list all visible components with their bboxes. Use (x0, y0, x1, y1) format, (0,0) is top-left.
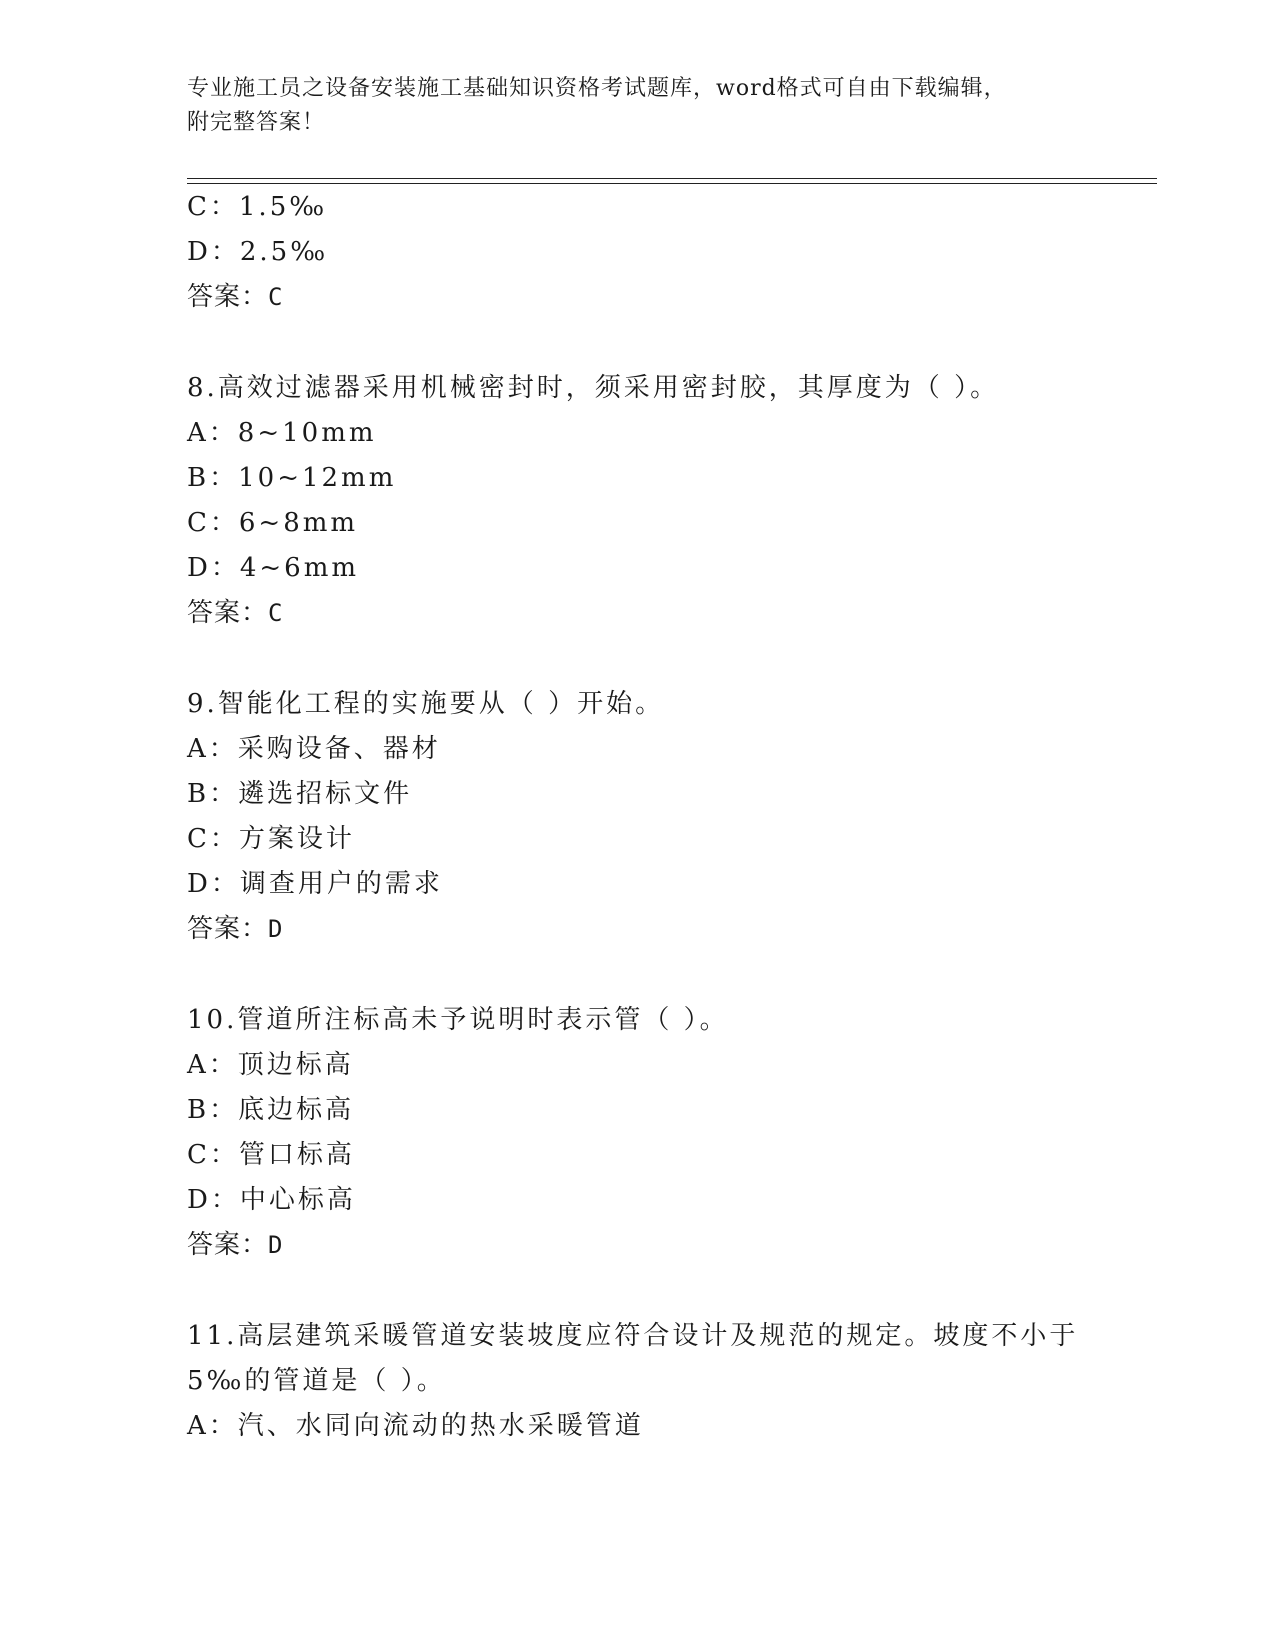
header-line-2: 附完整答案！ (187, 110, 326, 135)
header-divider-bottom (187, 183, 1157, 184)
question-9-option-c: C：方案设计 (187, 824, 355, 854)
answer-label: 答案： (187, 598, 269, 628)
question-9-option-b: B：遴选招标文件 (187, 779, 413, 809)
question-10-answer (187, 1228, 283, 1262)
answer-value: D (268, 1231, 284, 1259)
question-11-stem-line-2: 5‰的管道是（ ）。 (187, 1366, 446, 1396)
answer-label: 答案： (187, 282, 269, 312)
question-8-option-d: D：4~6mm (187, 553, 360, 583)
prev-option-c: C：1.5‰ (187, 192, 328, 222)
question-8-option-b: B：10~12mm (187, 463, 397, 493)
question-10-stem: 10.管道所注标高未予说明时表示管（ ）。 (187, 1005, 729, 1035)
question-9-option-a: A：采购设备、器材 (187, 734, 441, 764)
prev-option-d: D：2.5‰ (187, 237, 329, 267)
prev-answer (187, 280, 283, 314)
question-11-stem-line-1: 11.高层建筑采暖管道安装坡度应符合设计及规范的规定。坡度不小于 (187, 1321, 1079, 1351)
question-9-option-d: D：调查用户的需求 (187, 869, 443, 899)
answer-value: C (268, 599, 284, 627)
answer-value: C (268, 283, 284, 311)
question-11-option-a: A：汽、水同向流动的热水采暖管道 (187, 1411, 644, 1441)
question-10-option-b: B：底边标高 (187, 1095, 355, 1125)
header-divider-top (187, 178, 1157, 179)
question-9-stem: 9.智能化工程的实施要从（ ）开始。 (187, 689, 665, 719)
document-header (187, 72, 1087, 140)
answer-label: 答案： (187, 914, 269, 944)
question-8-option-c: C：6~8mm (187, 508, 359, 538)
question-8-stem: 8.高效过滤器采用机械密封时，须采用密封胶，其厚度为（ ）。 (187, 373, 1000, 403)
question-8-answer (187, 596, 283, 630)
question-8-option-a: A：8~10mm (187, 418, 377, 448)
question-10-option-a: A：顶边标高 (187, 1050, 354, 1080)
answer-label: 答案： (187, 1230, 269, 1260)
header-line-1: 专业施工员之设备安装施工基础知识资格考试题库，word格式可自由下载编辑， (187, 76, 1007, 101)
question-10-option-c: C：管口标高 (187, 1140, 355, 1170)
answer-value: D (268, 915, 284, 943)
question-9-answer (187, 912, 283, 946)
question-10-option-d: D：中心标高 (187, 1185, 356, 1215)
